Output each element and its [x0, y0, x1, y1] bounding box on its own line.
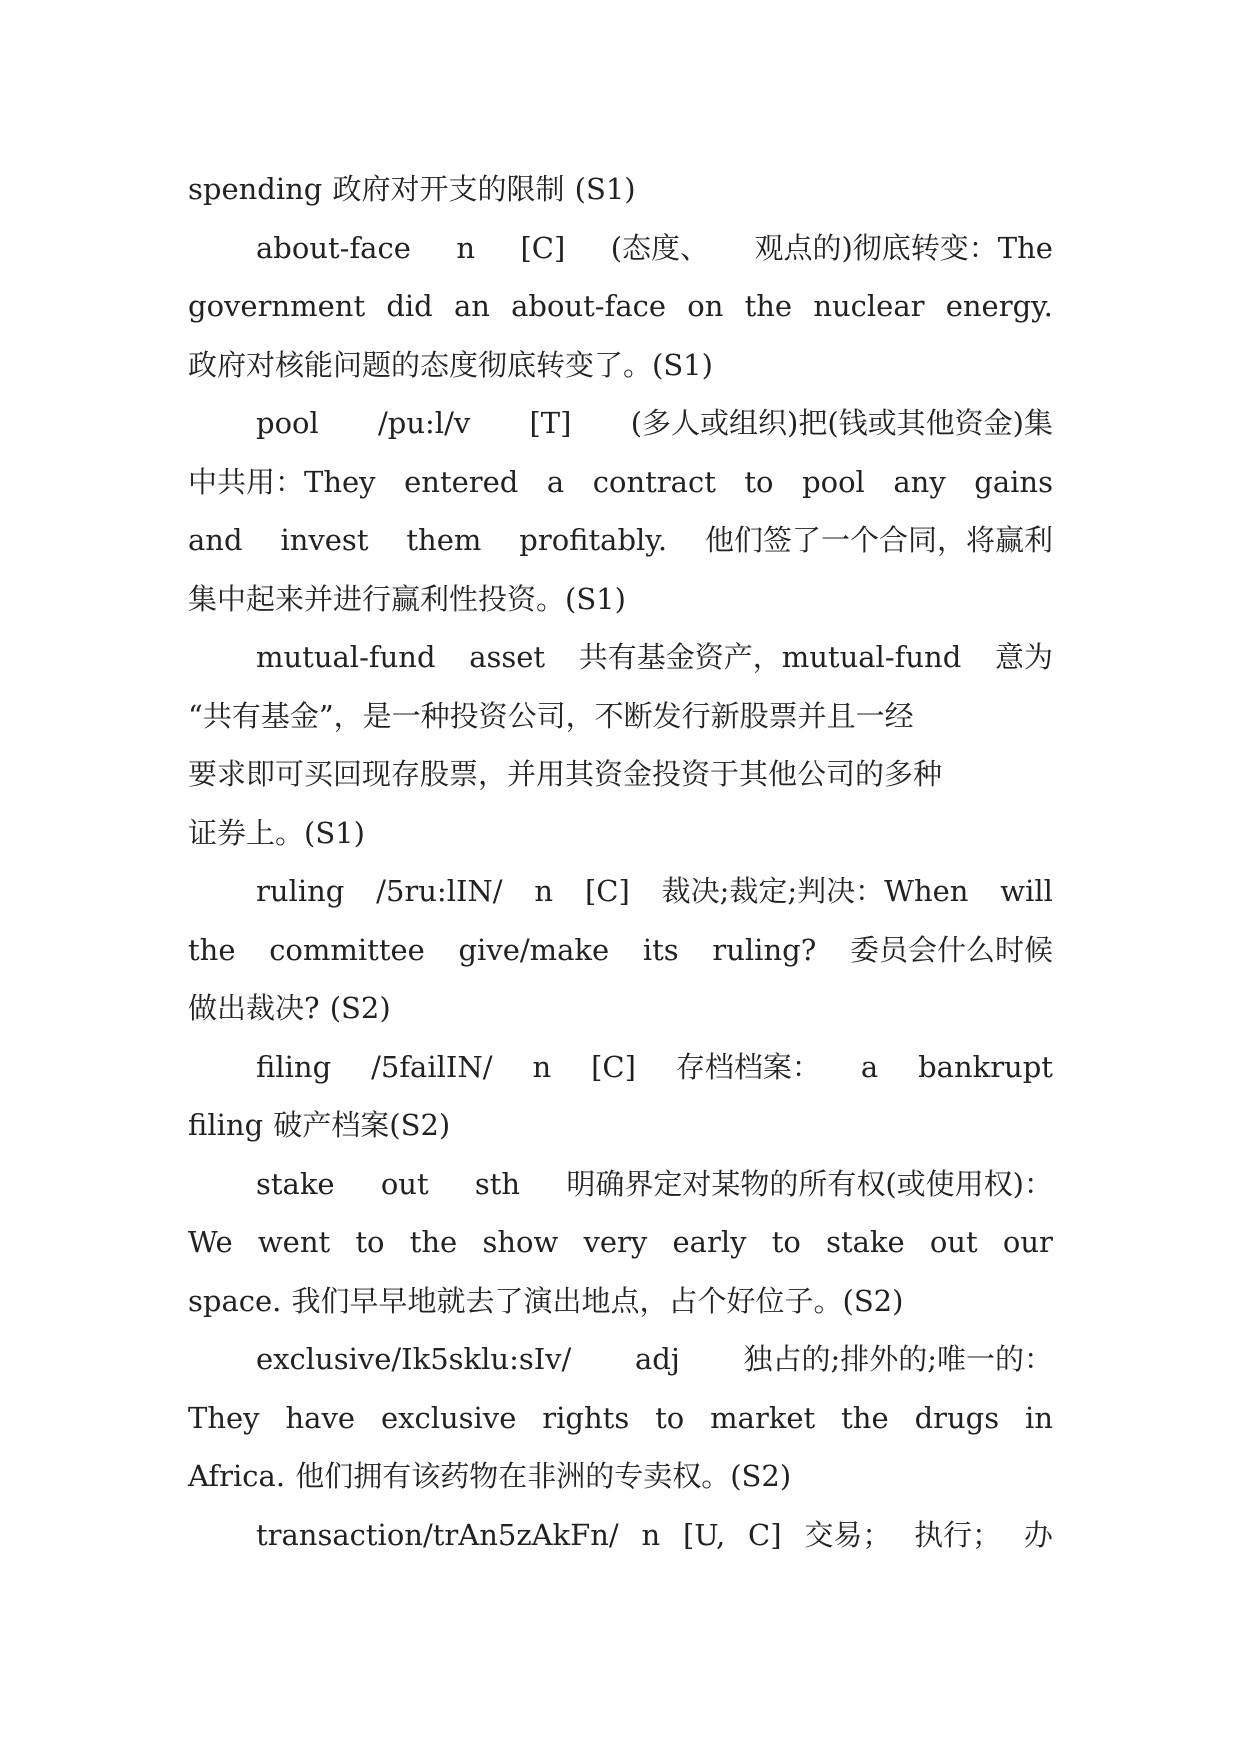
word: drugs	[914, 1400, 1000, 1435]
word: them	[406, 523, 482, 557]
word: /5ru:lIN/	[376, 874, 503, 908]
word: 政府对开支的限制	[332, 172, 565, 206]
word: exclusive/Ik5sklu:sIv/	[256, 1342, 572, 1376]
text-line	[188, 979, 1053, 1038]
word: C]	[748, 1517, 782, 1552]
word: ruling?	[712, 932, 817, 967]
text-line	[188, 160, 1053, 219]
word: (S1)	[574, 172, 636, 206]
word: 破产档案(S2)	[273, 1108, 451, 1142]
word: any	[893, 464, 946, 499]
text-line	[188, 453, 1053, 512]
word: and	[188, 523, 243, 557]
word: energy.	[945, 289, 1053, 323]
word: 做出裁决?	[188, 991, 320, 1025]
word: did	[386, 289, 433, 323]
word: filing	[256, 1049, 332, 1084]
word: filing	[188, 1108, 264, 1142]
word: 独占的;排外的;唯一的：	[743, 1342, 1053, 1376]
word: 共有基金资产，mutual-fund	[578, 640, 962, 674]
word: They	[188, 1400, 260, 1435]
word: to	[744, 464, 774, 499]
text-line	[188, 336, 1053, 395]
word: 交易；	[804, 1517, 892, 1552]
word: give/make	[458, 932, 610, 967]
word: pool	[256, 406, 319, 440]
text-line	[188, 511, 1053, 570]
word: [C]	[520, 230, 566, 265]
word: 办	[1023, 1517, 1053, 1552]
word: (态度、	[610, 230, 710, 265]
word: 我们早早地就去了演出地点，占个好位子。(S2)	[291, 1283, 904, 1318]
word: n	[456, 230, 475, 265]
word: to	[771, 1225, 801, 1259]
word: pool	[802, 464, 865, 499]
word: (S2)	[329, 991, 391, 1025]
word: /pu:l/v	[378, 406, 471, 440]
word: [U,	[682, 1517, 726, 1552]
word: 他们拥有该药物在非洲的专卖权。(S2)	[295, 1459, 792, 1493]
word: a	[546, 464, 565, 499]
word: committee	[269, 932, 425, 967]
word: its	[642, 932, 679, 967]
entry-paragraph	[188, 160, 1053, 219]
word: 中共用：They	[188, 464, 376, 499]
text-line	[188, 1155, 1053, 1214]
text-line	[188, 745, 1053, 804]
word: contract	[592, 464, 716, 499]
word: (多人或组织)把(钱或其他资金)集	[630, 406, 1053, 440]
document-body	[188, 160, 1053, 1564]
word: an	[453, 289, 490, 323]
text-line	[188, 570, 1053, 629]
word: went	[257, 1225, 331, 1259]
word: asset	[469, 640, 546, 674]
word: our	[1002, 1225, 1053, 1259]
word: sth	[474, 1166, 521, 1201]
text-line	[188, 1096, 1053, 1155]
word: stake	[826, 1225, 905, 1259]
word: about-face	[511, 289, 667, 323]
word: 委员会什么时候	[849, 932, 1053, 967]
word: 集中起来并进行赢利性投资。(S1)	[188, 581, 626, 616]
word: invest	[280, 523, 369, 557]
word: 执行；	[914, 1517, 1002, 1552]
text-line	[188, 1272, 1053, 1331]
text-line	[188, 862, 1053, 921]
word: stake	[256, 1166, 335, 1201]
entry-paragraph	[188, 1506, 1053, 1565]
text-line	[188, 1447, 1053, 1506]
word: early	[672, 1225, 747, 1259]
word: gains	[974, 464, 1053, 499]
word: very	[583, 1225, 648, 1259]
entry-paragraph	[188, 1038, 1053, 1155]
word: Africa.	[188, 1459, 286, 1493]
word: rights	[542, 1400, 630, 1435]
word: government	[188, 289, 366, 323]
word: nuclear	[813, 289, 925, 323]
text-line	[188, 1213, 1053, 1272]
entry-paragraph	[188, 862, 1053, 1038]
text-line	[188, 1330, 1053, 1389]
text-line	[188, 1038, 1053, 1097]
entry-paragraph	[188, 1155, 1053, 1331]
word: n	[532, 1049, 552, 1084]
word: bankrupt	[918, 1049, 1053, 1084]
word: 存档档案：	[675, 1049, 821, 1084]
word: [T]	[529, 406, 572, 440]
text-line	[188, 921, 1053, 980]
word: mutual-fund	[256, 640, 436, 674]
word: ruling	[256, 874, 345, 908]
text-line	[188, 1506, 1053, 1565]
text-line	[188, 277, 1053, 336]
word: 观点的)彻底转变：The	[754, 230, 1053, 265]
word: adj	[634, 1342, 680, 1376]
text-line	[188, 1389, 1053, 1448]
word: the	[841, 1400, 889, 1435]
word: out	[380, 1166, 429, 1201]
word: [C]	[584, 874, 630, 908]
word: entered	[404, 464, 519, 499]
word: 证券上。(S1)	[188, 815, 365, 850]
text-line	[188, 394, 1053, 453]
word: space.	[188, 1283, 282, 1318]
word: out	[929, 1225, 978, 1259]
entry-paragraph	[188, 394, 1053, 628]
text-line	[188, 804, 1053, 863]
word: [C]	[591, 1049, 636, 1084]
word: 政府对核能问题的态度彻底转变了。(S1)	[188, 347, 713, 382]
word: exclusive	[380, 1400, 517, 1435]
text-line	[188, 628, 1053, 687]
entry-paragraph	[188, 1330, 1053, 1506]
word: the	[188, 932, 236, 967]
word: “共有基金”，是一种投资公司，不断发行新股票并且一经	[188, 698, 914, 733]
word: 明确界定对某物的所有权(或使用权)：	[566, 1166, 1053, 1201]
entry-paragraph	[188, 219, 1053, 395]
text-line	[188, 219, 1053, 278]
word: in	[1025, 1400, 1053, 1435]
word: transaction/trAn5zAkFn/	[256, 1517, 619, 1552]
word: have	[285, 1400, 356, 1435]
text-line	[188, 687, 1053, 746]
word: to	[355, 1225, 385, 1259]
word: the	[744, 289, 793, 323]
word: a	[860, 1049, 879, 1084]
word: 要求即可买回现存股票，并用其资金投资于其他公司的多种	[188, 757, 943, 791]
word: spending	[188, 172, 323, 206]
word: the	[409, 1225, 458, 1259]
word: 裁决;裁定;判决：When	[661, 874, 969, 908]
word: to	[655, 1400, 685, 1435]
word: n	[534, 874, 554, 908]
word: 他们签了一个合同，将赢利	[704, 523, 1053, 557]
word: We	[188, 1225, 233, 1259]
entry-paragraph	[188, 628, 1053, 862]
word: will	[1000, 874, 1053, 908]
word: about-face	[256, 230, 411, 265]
word: market	[710, 1400, 816, 1435]
word: profitably.	[519, 523, 668, 557]
word: 意为	[994, 640, 1053, 674]
word: n	[641, 1517, 661, 1552]
word: show	[482, 1225, 559, 1259]
word: on	[687, 289, 724, 323]
word: /5failIN/	[371, 1049, 493, 1084]
